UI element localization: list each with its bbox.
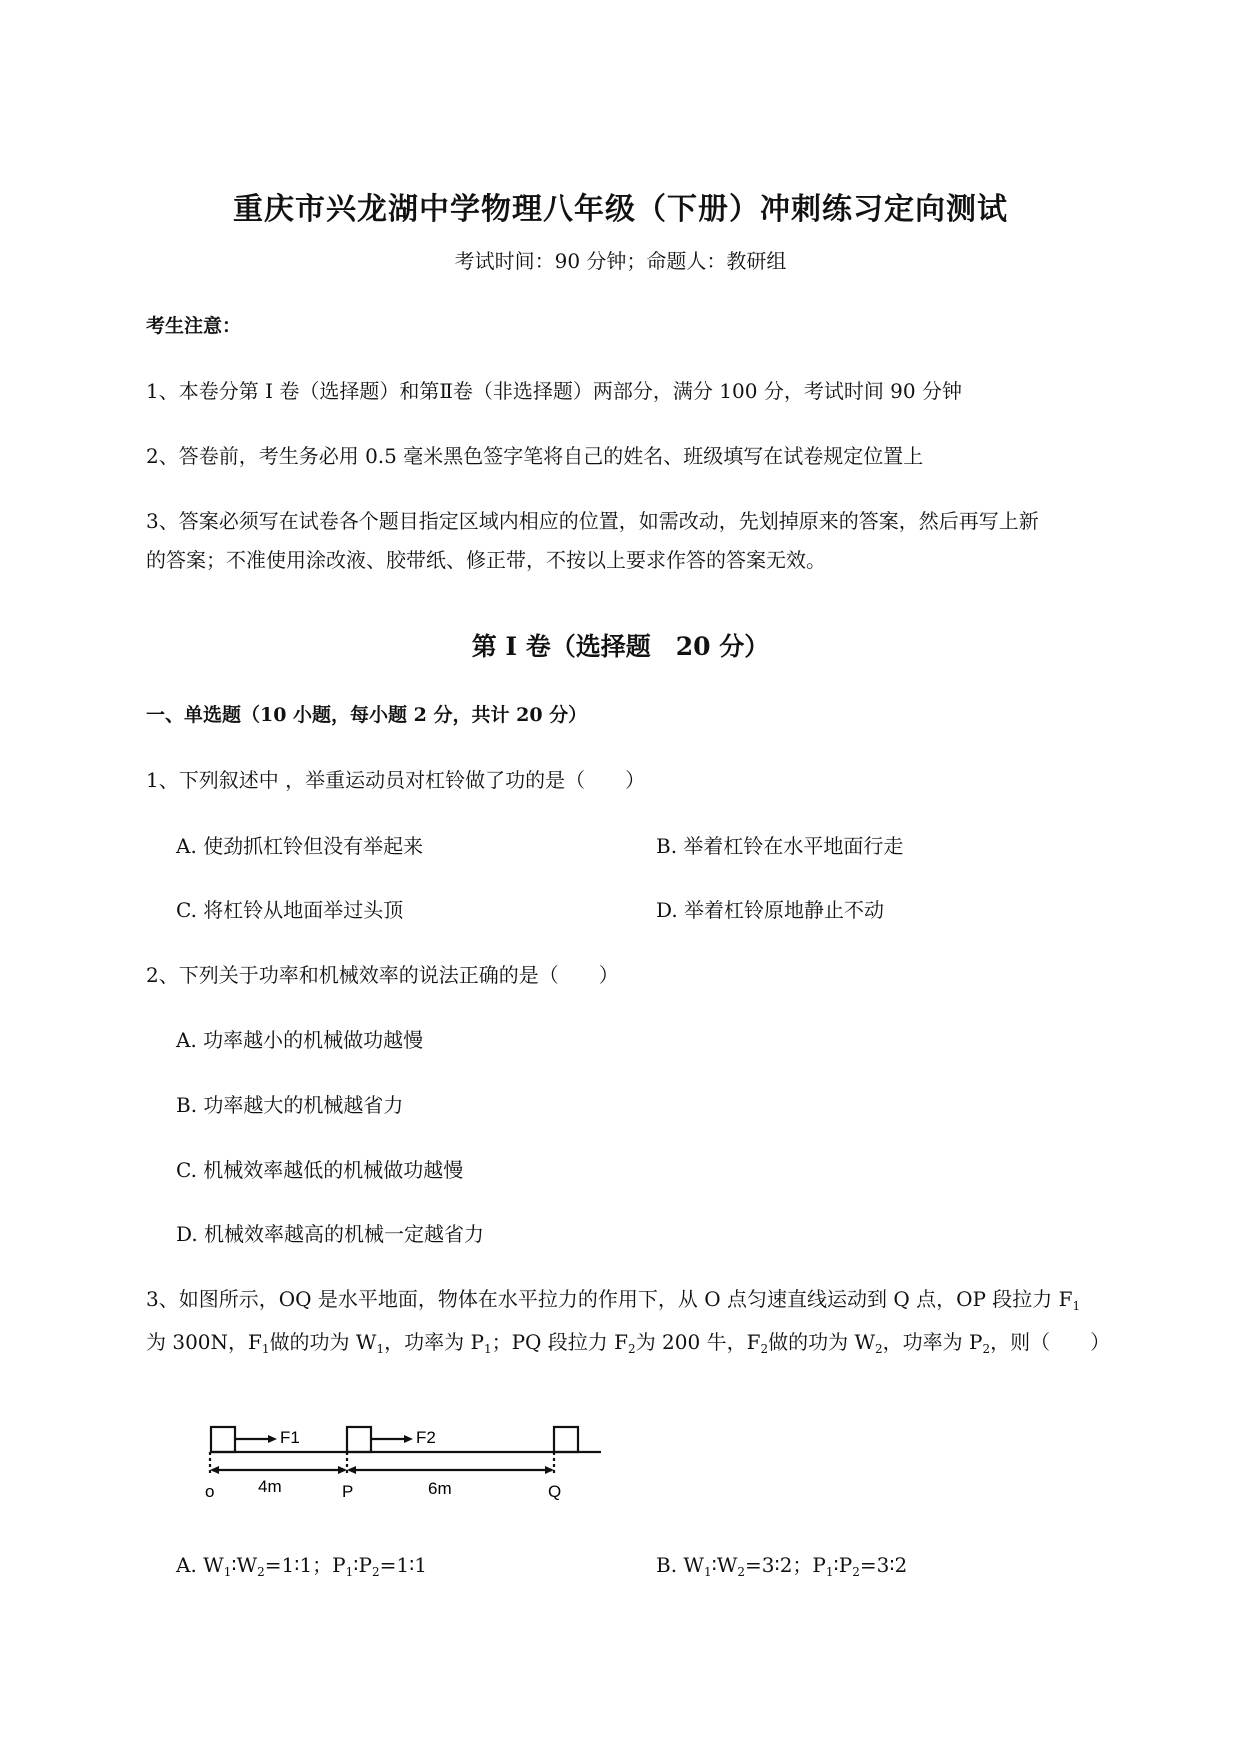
label-distance-op: 4m — [258, 1477, 282, 1496]
label-p: P — [342, 1482, 354, 1501]
question-1-option-d: D. 举着杠铃原地静止不动 — [656, 898, 885, 922]
notice-item-2: 2、答卷前，考生务必用 0.5 毫米黑色签字笔将自己的姓名、班级填写在试卷规定位置上 — [146, 444, 924, 468]
arrowhead-op-right — [338, 1466, 347, 1474]
block-at-q — [554, 1427, 578, 1452]
question-2-option-c: C. 机械效率越低的机械做功越慢 — [176, 1158, 464, 1182]
question-3-stem-line-2: 为 300N，$F_1$做的功为 $W_1$，功率为 $P_1$；PQ 段拉力 $F_2$为 200 牛，$F_2$做的功为 $W_2$，功率为 $P_2$，则（ ） — [146, 1330, 1111, 1356]
label-distance-pq: 6m — [428, 1479, 452, 1498]
question-1-option-c: C. 将杠铃从地面举过头顶 — [176, 898, 404, 922]
question-2-option-b: B. 功率越大的机械越省力 — [176, 1093, 404, 1117]
notice-heading: 考生注意： — [146, 315, 242, 337]
question-1-option-b: B. 举着杠铃在水平地面行走 — [656, 834, 904, 858]
arrowhead-pq-left — [347, 1466, 356, 1474]
label-o: o — [205, 1482, 215, 1501]
arrowhead-pq-right — [545, 1466, 554, 1474]
question-2-option-d: D. 机械效率越高的机械一定越省力 — [176, 1222, 485, 1246]
label-q: Q — [548, 1482, 562, 1501]
block-at-p — [347, 1427, 371, 1452]
question-3-figure — [195, 1410, 615, 1505]
label-f2: F2 — [416, 1428, 436, 1447]
notice-item-1: 1、本卷分第 I 卷（选择题）和第Ⅱ卷（非选择题）两部分，满分 100 分，考试时间 90 分钟 — [146, 379, 962, 403]
section-subtitle: 一、单选题（10 小题，每小题 2 分，共计 20 分） — [146, 704, 588, 726]
section-title: 第 I 卷（选择题 20 分） — [471, 632, 770, 661]
question-2-option-a: A. 功率越小的机械做功越慢 — [176, 1028, 424, 1052]
block-at-o — [211, 1427, 235, 1452]
question-3-option-a: A. $W_1∶W_2=1∶1$；$P_1∶P_2=1∶1$ — [176, 1553, 428, 1579]
label-f1: F1 — [280, 1428, 300, 1447]
arrowhead-op-left — [210, 1466, 219, 1474]
arrowhead-f2 — [404, 1435, 413, 1443]
notice-item-3-cont: 的答案；不准使用涂改液、胶带纸、修正带，不按以上要求作答的答案无效。 — [146, 548, 826, 572]
notice-item-3: 3、答案必须写在试卷各个题目指定区域内相应的位置，如需改动，先划掉原来的答案，然后再写上新 — [146, 509, 1039, 533]
question-3-stem-line-1: 3、如图所示，OQ 是水平地面，物体在水平拉力的作用下，从 O 点匀速直线运动到 Q 点，OP 段拉力 $F_1$ — [146, 1287, 1081, 1313]
exam-info: 考试时间：90 分钟；命题人：教研组 — [454, 249, 787, 273]
question-1-option-a: A. 使劲抓杠铃但没有举起来 — [176, 834, 424, 858]
question-2-stem: 2、下列关于功率和机械效率的说法正确的是（ ） — [146, 963, 619, 987]
arrowhead-f1 — [268, 1435, 277, 1443]
page-title: 重庆市兴龙湖中学物理八年级（下册）冲刺练习定向测试 — [233, 192, 1008, 227]
question-3-option-b: B. $W_1∶W_2=3∶2$；$P_1∶P_2=3∶2$ — [656, 1553, 908, 1579]
question-1-stem: 1、下列叙述中 ，举重运动员对杠铃做了功的是（ ） — [146, 768, 646, 792]
